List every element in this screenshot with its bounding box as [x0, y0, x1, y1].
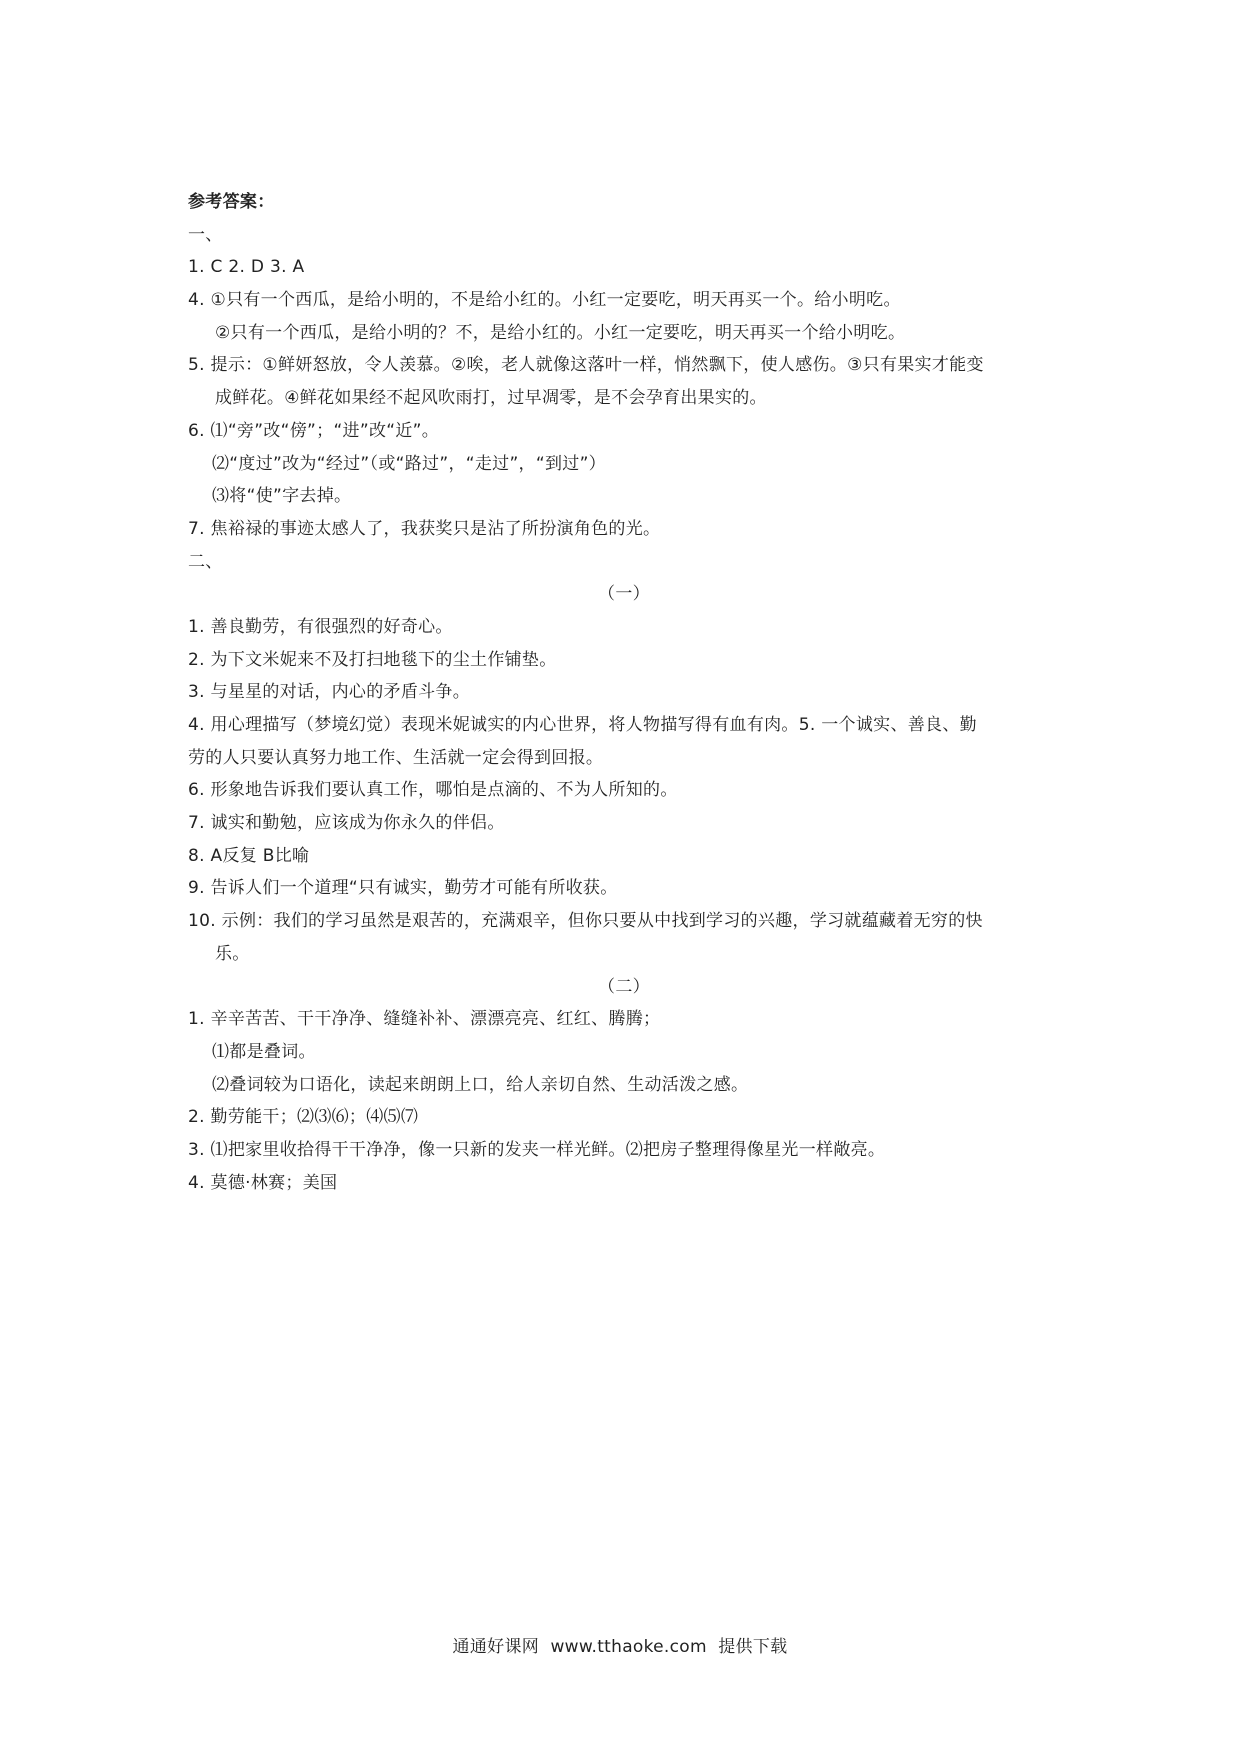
answer-line: 3. 与星星的对话，内心的矛盾斗争。 — [188, 682, 471, 703]
answer-line: ⑵“度过”改为“经过”（或“路过”，“走过”，“到过”） — [212, 453, 606, 474]
section-heading: （一） — [598, 584, 650, 605]
answer-line: 4. 莫德·林赛；美国 — [188, 1172, 338, 1193]
answer-line: 6. ⑴“旁”改“傍”；“进”改“近”。 — [188, 420, 440, 441]
answer-line: 10. 示例：我们的学习虽然是艰苦的，充满艰辛，但你只要从中找到学习的兴趣，学习就蕴藏着无穷的快 — [188, 911, 983, 932]
document-title: 参考答案： — [188, 192, 275, 212]
answer-line: 1. 善良勤劳，有很强烈的好奇心。 — [188, 616, 453, 637]
section-heading: （二） — [598, 976, 650, 997]
answer-document — [188, 186, 1060, 1199]
answer-line: ②只有一个西瓜，是给小明的？不，是给小红的。小红一定要吃，明天再买一个给小明吃。 — [215, 322, 906, 343]
answer-line: 7. 焦裕禄的事迹太感人了，我获奖只是沾了所扮演角色的光。 — [188, 518, 661, 539]
answer-line: 9. 告诉人们一个道理“只有诚实，勤劳才可能有所收获。 — [188, 878, 618, 899]
answer-line: 7. 诚实和勤勉，应该成为你永久的伴侣。 — [188, 813, 505, 834]
answer-line: 5. 提示：①鲜妍怒放，令人羡慕。②唉，老人就像这落叶一样，悄然飘下，使人感伤。③只有果实才能变 — [188, 355, 984, 376]
answer-line: 成鲜花。④鲜花如果经不起风吹雨打，过早凋零，是不会孕育出果实的。 — [215, 388, 767, 409]
answer-line: 2. 勤劳能干；⑵⑶⑹；⑷⑸⑺ — [188, 1107, 419, 1128]
answer-line: 8. A反复 B比喻 — [188, 845, 310, 866]
answer-line: ⑶将“使”字去掉。 — [212, 486, 352, 507]
answer-line: 劳的人只要认真努力地工作、生活就一定会得到回报。 — [188, 747, 604, 768]
answer-line: 6. 形象地告诉我们要认真工作，哪怕是点滴的、不为人所知的。 — [188, 780, 678, 801]
answer-line: 乐。 — [215, 943, 250, 964]
answer-line: ⑵叠词较为口语化，读起来朗朗上口，给人亲切自然、生动活泼之感。 — [212, 1074, 749, 1095]
part1-heading: 一、 — [188, 224, 223, 245]
answer-line: ⑴都是叠词。 — [212, 1041, 316, 1062]
answer-line: 4. ①只有一个西瓜，是给小明的，不是给小红的。小红一定要吃，明天再买一个。给小明吃。 — [188, 290, 901, 311]
answer-line: 3. ⑴把家里收拾得干干净净，像一只新的发夹一样光鲜。⑵把房子整理得像星光一样敞亮。 — [188, 1139, 886, 1160]
part2-heading: 二、 — [188, 551, 223, 572]
answer-line: 2. 为下文米妮来不及打扫地毯下的尘土作铺垫。 — [188, 649, 557, 670]
page-footer: 通通好课网 www.tthaoke.com 提供下载 — [452, 1637, 788, 1657]
answer-line: 1. C 2. D 3. A — [188, 257, 305, 278]
answer-line: 4. 用心理描写（梦境幻觉）表现米妮诚实的内心世界，将人物描写得有血有肉。5. 一个诚实、善良、勤 — [188, 715, 977, 735]
answer-line: 1. 辛辛苦苦、干干净净、缝缝补补、漂漂亮亮、红红、腾腾； — [188, 1009, 661, 1030]
